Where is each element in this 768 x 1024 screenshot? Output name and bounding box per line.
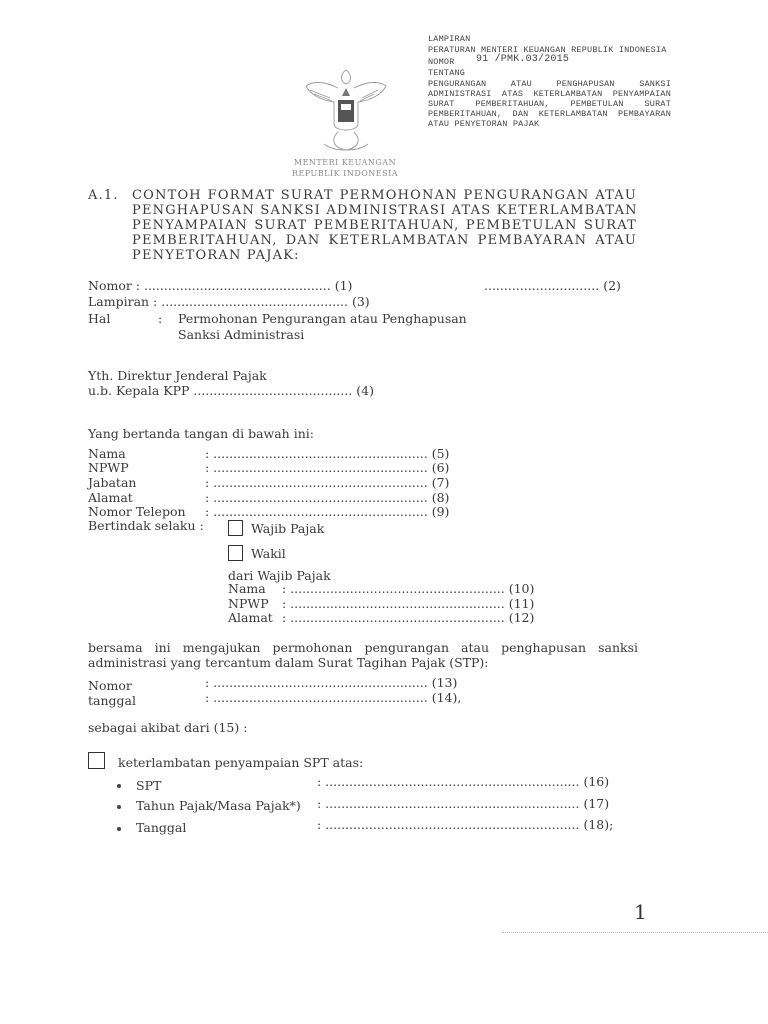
stp-value: : ...................................................... (14), <box>205 690 462 705</box>
identity-value: : ...................................................... (7) <box>205 475 450 490</box>
identity-value: : ...................................................... (9) <box>205 504 450 519</box>
late-row-value: : ................................................................ (16) <box>317 774 610 789</box>
identity-value: : ...................................................... (8) <box>205 490 450 505</box>
garuda-emblem-icon <box>300 62 392 156</box>
wp-value: : ...................................................... (11) <box>282 596 535 611</box>
identity-intro: Yang bertanda tangan di bawah ini: <box>88 426 314 441</box>
tentang-label: TENTANG <box>428 68 466 78</box>
emblem-caption: REPUBLIK INDONESIA <box>291 169 399 178</box>
wp-label: Nama <box>228 581 266 596</box>
regulation-line: PERATURAN MENTERI KEUANGAN REPUBLIK INDONESIA <box>428 45 667 55</box>
late-row-value: : ................................................................ (18); <box>317 817 614 832</box>
stp-value: : ...................................................... (13) <box>205 675 458 690</box>
bullet-icon <box>117 827 121 831</box>
bertindak-label: Bertindak selaku : <box>88 518 204 533</box>
lampiran-field: Lampiran : ............................................... (3) <box>88 294 370 309</box>
identity-value: : ...................................................... (5) <box>205 446 450 461</box>
about-line-last: ATAU PENYETORAN PAJAK <box>428 119 540 129</box>
about-line: PENGURANGAN ATAU PENGHAPUSAN SANKSI <box>428 79 671 89</box>
addressee-line: Yth. Direktur Jenderal Pajak <box>88 368 267 383</box>
late-row-value: : ................................................................ (17) <box>317 796 610 811</box>
request-line: administrasi yang tercantum dalam Surat Tagihan Pajak (STP): <box>88 655 489 670</box>
hal-value: Permohonan Pengurangan atau Penghapusan <box>178 311 467 326</box>
identity-label: Nama <box>88 446 126 461</box>
wajib-pajak-checkbox[interactable] <box>228 520 243 536</box>
bullet-icon <box>117 784 121 788</box>
nomor-value: 91 /PMK.03/2015 <box>476 54 570 65</box>
request-line: bersama ini mengajukan permohonan pengurangan atau penghapusan sanksi <box>88 640 638 655</box>
wp-label: Alamat <box>228 610 273 625</box>
wakil-label: Wakil <box>251 546 286 561</box>
section-number: A.1. <box>88 188 119 203</box>
stp-label: tanggal <box>88 693 136 708</box>
bullet-icon <box>117 805 121 809</box>
late-row-label: Tahun Pajak/Masa Pajak*) <box>136 798 301 813</box>
late-row-label: SPT <box>136 778 162 793</box>
wajib-pajak-label: Wajib Pajak <box>251 521 325 536</box>
about-line: PEMBERITAHUAN, DAN KETERLAMBATAN PEMBAYARAN <box>428 109 671 119</box>
nomor-field: Nomor : ............................................... (1) <box>88 278 353 293</box>
dari-wp-label: dari Wajib Pajak <box>228 568 331 583</box>
title-line: PEMBERITAHUAN, DAN KETERLAMBATAN PEMBAYARAN ATAU <box>132 233 637 248</box>
about-line: ADMINISTRASI ATAS KETERLAMBATAN PENYAMPAIAN <box>428 89 671 99</box>
late-row-label: Tanggal <box>136 820 187 835</box>
wakil-checkbox[interactable] <box>228 545 243 561</box>
title-line: PENYAMPAIAN SURAT PEMBERITAHUAN, PEMBETULAN SURAT <box>132 218 637 233</box>
title-line-last: PENYETORAN PAJAK: <box>132 248 300 263</box>
hal-colon: : <box>158 311 163 326</box>
nomor-label: NOMOR <box>428 57 455 67</box>
wp-value: : ...................................................... (10) <box>282 581 535 596</box>
hal-value: Sanksi Administrasi <box>178 327 305 342</box>
stp-label: Nomor <box>88 678 132 693</box>
wp-value: : ...................................................... (12) <box>282 610 535 625</box>
scan-line <box>502 932 768 933</box>
emblem-caption: MENTERI KEUANGAN <box>293 158 397 167</box>
title-line: CONTOH FORMAT SURAT PERMOHONAN PENGURANGAN ATAU <box>132 188 637 203</box>
addressee-line: u.b. Kepala KPP ........................................ (4) <box>88 383 374 398</box>
title-line: PENGHAPUSAN SANKSI ADMINISTRASI ATAS KETERLAMBATAN <box>132 203 638 218</box>
late-spt-label: keterlambatan penyampaian SPT atas: <box>118 755 364 770</box>
wp-label: NPWP <box>228 596 269 611</box>
identity-label: Jabatan <box>88 475 137 490</box>
page-mark: 1 <box>634 900 647 924</box>
identity-value: : ...................................................... (6) <box>205 460 450 475</box>
date-field: ............................. (2) <box>484 278 621 293</box>
late-spt-checkbox[interactable] <box>88 752 105 769</box>
hal-label: Hal <box>88 311 111 326</box>
lampiran-line: LAMPIRAN <box>428 34 471 44</box>
identity-label: Nomor Telepon <box>88 504 186 519</box>
identity-label: NPWP <box>88 460 129 475</box>
akibat-line: sebagai akibat dari (15) : <box>88 720 248 735</box>
identity-label: Alamat <box>88 490 133 505</box>
about-line: SURAT PEMBERITAHUAN, PEMBETULAN SURAT <box>428 99 671 109</box>
